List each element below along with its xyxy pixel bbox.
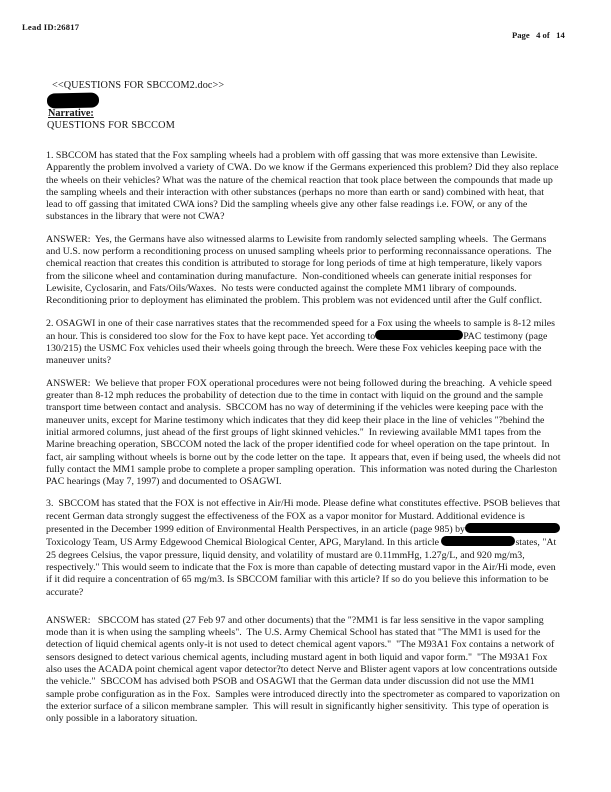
redaction-bar (375, 330, 463, 340)
narrative-label: Narrative: (48, 108, 94, 119)
question-3-text-segment-3: states, "At 25 degrees Celsius, the vapor pressure, liquid density, and volatility of mustard are 0.11mmHg, 1.27g/L, and 920 mg/m3, respectively." This would seem to indicate that the Fox is more than capable of detecting mustard vapor in the Air/Hi mode, even if it did require a concentration of 65 mg/m3. Is SBCCOM familiar with this article? If so do you believe this information to be accurate? (46, 537, 559, 598)
redaction-blob (47, 93, 99, 109)
lead-id: Lead ID:26817 (22, 22, 80, 32)
document-body (46, 150, 562, 735)
redaction-bar (441, 536, 515, 546)
narrative-title: QUESTIONS FOR SBCCOM (47, 120, 175, 131)
answer-2: ANSWER: We believe that proper FOX operational procedures were not being followed during the breaching. A vehicle speed greater than 8-12 mph reduces the probability of detection due to the time in contact with liquid on the ground and the sample transport time between contact and analysis. SBCCOM has no way of determining if the vehicles were keeping pace with the maneuver units, except for Marine testimony which indicates that they did keep their place in the line of vehicles "?behind the initial armored columns, just ahead of the first groups of light skinned vehicles." In reviewing available MM1 tapes from the Marine breaching operation, SBCCOM noted the lack of the proper identified code for wheel operation on the tape printout. In fact, air sampling without wheels is borne out by the code letter on the tape. It appears that, even if being used, the wheels did not fully contact the MM1 sample probe to complete a proper sampling operation. This information was noted during the Charleston PAC hearings (May 7, 1997) and documented to OSAGWI. (46, 377, 563, 488)
doc-reference: <<QUESTIONS FOR SBCCOM2.doc>> (52, 80, 225, 91)
answer-3: ANSWER: SBCCOM has stated (27 Feb 97 and other documents) that the "?MM1 is far less sensitive in the vapor sampling mode than it is when using the sampling wheels". The U.S. Army Chemical School has stated that "The MM1 is used for the detection of liquid chemical agents only-it is not used to detect chemical agent vapors." "The M93A1 Fox contains a network of sensors designed to detect various chemical agents, including mustard agent in both liquid and vapor form." "The M93A1 Fox also uses the ACADA point chemical agent vapor detector?to detect Nerve and Blister agent vapors at low concentrations outside the vehicle." SBCCOM has advised both PSOB and OSAGWI that the German data under discussion did not use the MM1 sample probe configuration as in the Fox. Samples were introduced directly into the spectrometer as compared to vaporization on the exterior surface of a silicon membrane sampler. This will result in significantly higher sensitivity. This type of operation is only possible in a laboratory situation. (46, 614, 563, 725)
redaction-bar (465, 523, 560, 533)
question-2-text-before-redaction: 2. OSAGWI in one of their case narratives states that the recommended speed for a Fox using the wheels to sample is 8-12 miles an hour. This is considered too slow for the Fox to have kept pace. Yet according to (46, 317, 558, 342)
question-3-text-segment-2: Toxicology Team, US Army Edgewood Chemical Biological Center, APG, Maryland. In this article (46, 537, 442, 549)
answer-1: ANSWER: Yes, the Germans have also witnessed alarms to Lewisite from randomly selected sampling wheels. The Germans and U.S. now perform a reconditioning process on unused sampling wheels prior to performing reconnaissance operations. The chemical reaction that creates this condition is attributed to storage for long periods of time at high temperature, likely vapors from the silicone wheel and contamination during manufacture. Non-conditioned wheels can generate initial responses for Lewisite, Cyclosarin, and Fats/Oils/Waxes. No tests were conducted against the complete MM1 library of compounds. Reconditioning prior to deployment has eliminated the problem. This problem was not evidenced until after the Gulf conflict. (46, 233, 554, 307)
question-3 (46, 498, 562, 598)
page-number: Page 4 of 14 (512, 30, 565, 40)
question-3-text-segment-1: 3. SBCCOM has stated that the FOX is not effective in Air/Hi mode. Please define what constitutes effective. PSOB believes that recent German data strongly suggest the effectiveness of the FOX as a vapor monitor for Mustard. Additional evidence is presented in the December 1999 edition of Environmental Health Perspectives, in an article (page 985) by (46, 498, 563, 536)
question-2 (46, 318, 562, 368)
question-1: 1. SBCCOM has stated that the Fox sampling wheels had a problem with off gassing that was more extensive than Lewisite. Apparently the problem involved a variety of CWA. Do we know if the Germans experienced this problem? Did they also replace the wheels on their vehicles? What was the nature of the chemical reaction that took place between the compounds that made up the sampling wheels and their interaction with other substances (perhaps no more than earth or sand) combined with heat, that lead to off gassing that imitated CWA ions? Did the sampling wheels give any other false readings i.e. FOW, or any of the substances in the library that were not CWA? (46, 150, 561, 223)
question-2-text-after-redaction: PAC testimony (page 130/215) the USMC Fox vehicles used their wheels going through the breech. Were these Fox vehicles keeping pace with the maneuver units? (46, 330, 550, 367)
